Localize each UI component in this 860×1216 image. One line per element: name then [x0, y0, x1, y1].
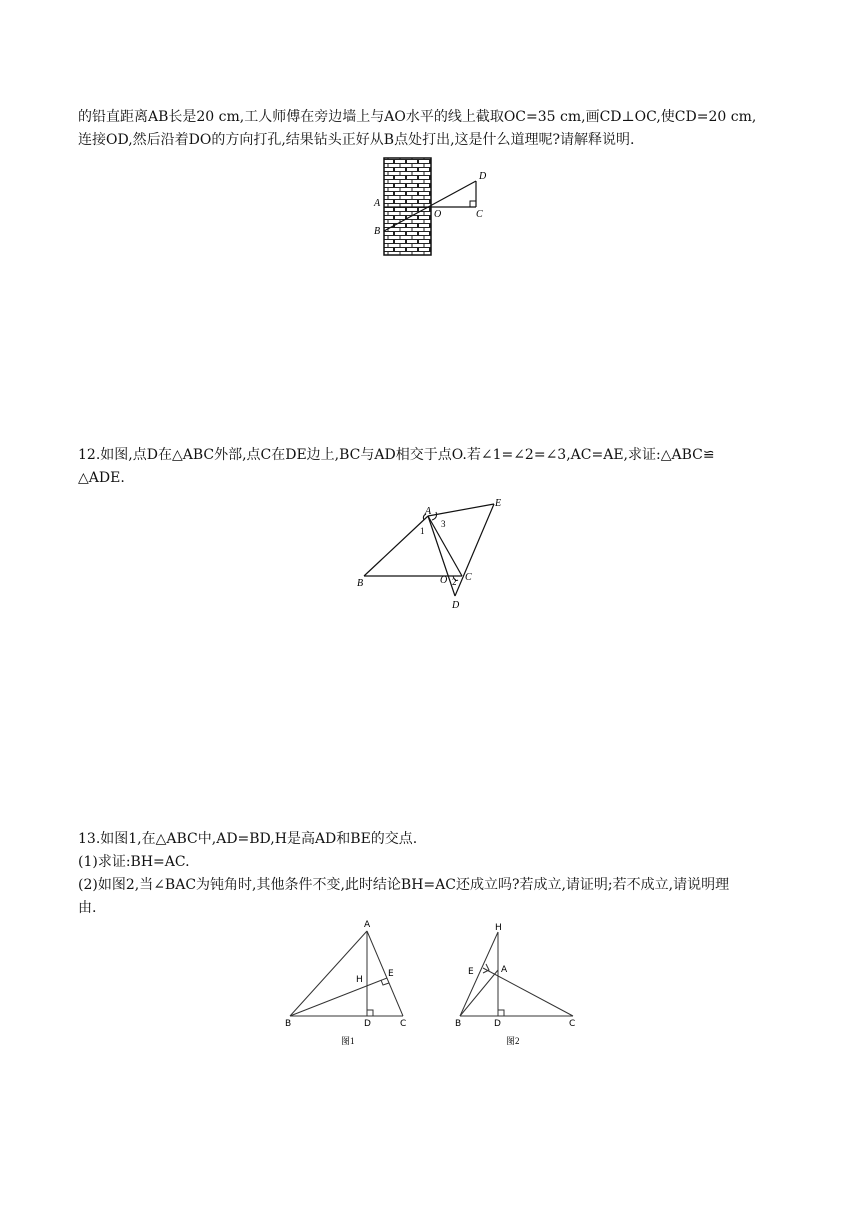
label-E: E [388, 969, 394, 979]
angle-label-1: 1 [420, 526, 425, 536]
q13-figure-2 [450, 920, 590, 1048]
label-B: B [285, 1019, 292, 1029]
q13-text-line2: (1)求证:BH=AC. [78, 854, 190, 870]
q12-text-line2: △ADE. [78, 470, 125, 486]
label-O: O [440, 575, 448, 586]
label-A: A [374, 198, 381, 209]
label-A: A [501, 965, 508, 975]
label-D: D [364, 1019, 371, 1029]
label-B: B [357, 578, 364, 589]
label-E: E [495, 498, 502, 509]
segment-EC [483, 968, 573, 1016]
q13-text-line3: (2)如图2,当∠BAC为钝角时,其他条件不变,此时结论BH=AC还成立吗?若成立,请证明;若不成立,请说明理 [78, 877, 730, 893]
label-E: E [468, 967, 474, 977]
right-angle-D [367, 1010, 373, 1016]
segment-AB [290, 931, 367, 1016]
q13-text-line1: 13.如图1,在△ABC中,AD=BD,H是高AD和BE的交点. [78, 831, 418, 847]
segment-AE [428, 504, 494, 516]
q12-triangles-figure [352, 496, 512, 612]
label-B: B [455, 1019, 462, 1029]
segment-DE [455, 504, 494, 596]
q11-wall-figure [370, 155, 495, 257]
q11-text-line1: 的铅直距离AB长是20 cm,工人师傅在旁边墙上与AO水平的线上截取OC=35 cm,画CD⊥OC,使CD=20 cm, [78, 109, 757, 125]
q13-figure-1 [278, 916, 418, 1048]
segment-AB [364, 516, 428, 576]
q11-text-line2: 连接OD,然后沿着DO的方向打孔,结果钻头正好从B点处打出,这是什么道理呢?请解释说明. [78, 132, 635, 148]
label-D: D [452, 600, 460, 611]
angle-label-3: 3 [441, 519, 446, 529]
label-A: A [425, 506, 432, 517]
right-angle-mark [470, 201, 476, 207]
label-D: D [479, 171, 487, 182]
angle-arc-3 [432, 512, 437, 520]
right-angle-D [498, 1010, 504, 1016]
caption-fig2: 图2 [506, 1036, 520, 1046]
q12-text-line1: 12.如图,点D在△ABC外部,点C在DE边上,BC与AD相交于点O.若∠1=∠2=∠3,AC=AE,求证:△ABC≌ [78, 447, 715, 463]
label-C: C [569, 1019, 576, 1029]
label-C: C [465, 572, 472, 583]
q13-text-line4: 由. [78, 900, 97, 916]
label-H: H [495, 923, 502, 933]
label-O: O [434, 209, 442, 220]
label-C: C [400, 1019, 407, 1029]
caption-fig1: 图1 [341, 1036, 355, 1046]
angle-label-2: 2 [452, 577, 457, 587]
label-B: B [374, 226, 381, 237]
label-H: H [356, 975, 363, 985]
label-C: C [476, 209, 483, 220]
segment-BH [460, 932, 498, 1016]
label-D: D [494, 1019, 501, 1029]
segment-AC [367, 931, 403, 1016]
label-A: A [364, 920, 371, 930]
segment-BA [460, 970, 498, 1016]
